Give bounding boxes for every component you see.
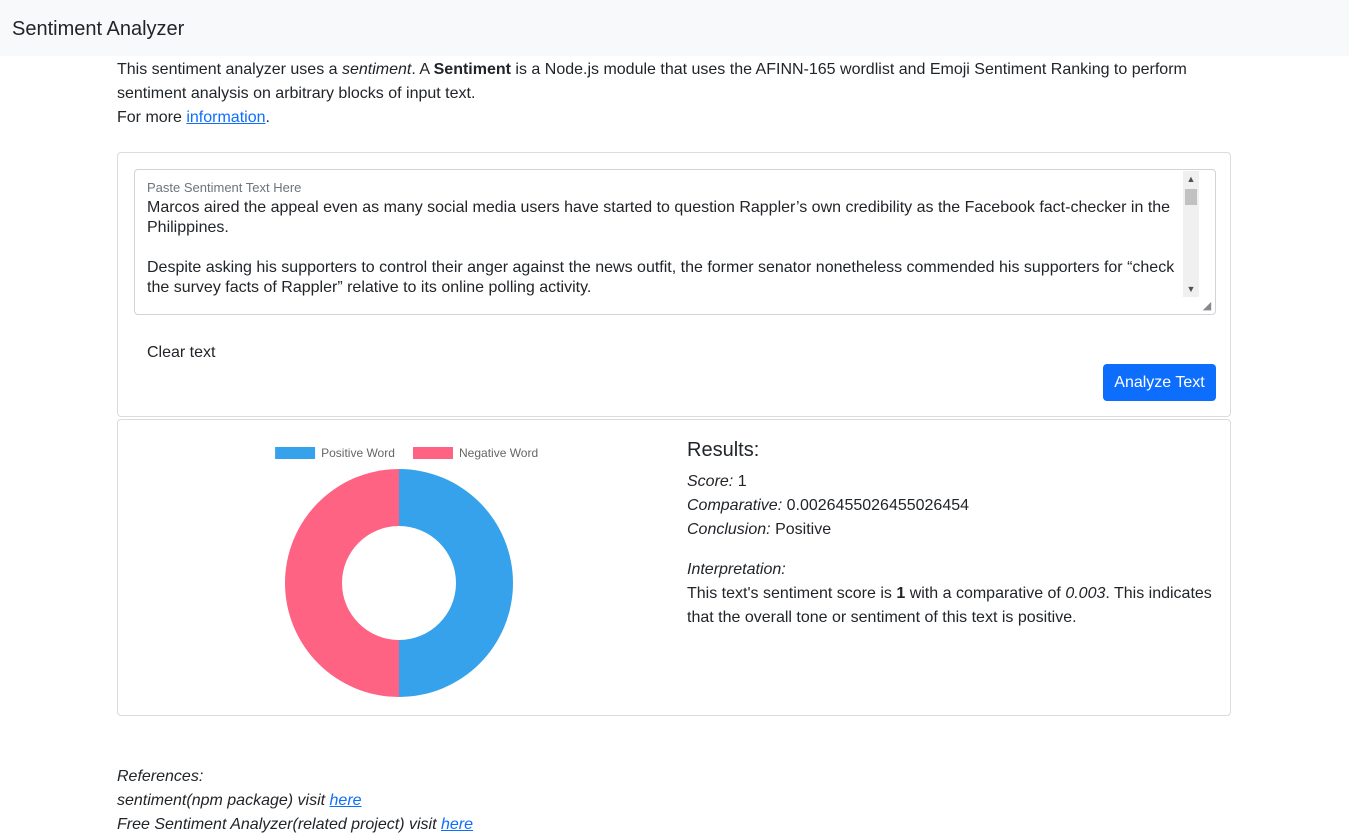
reference-item [117, 789, 817, 813]
clear-text-button[interactable]: Clear text [147, 344, 216, 361]
comparative-value: 0.0026455026455026454 [786, 497, 970, 514]
conclusion-line [687, 518, 1217, 542]
scroll-up-arrow-icon[interactable]: ▲ [1186, 174, 1196, 184]
reference-link-related[interactable]: here [440, 816, 474, 833]
legend-label[interactable]: Positive Word [321, 446, 395, 460]
interp-comparative: 0.003 [1065, 585, 1106, 602]
doughnut-chart-svg [258, 440, 558, 710]
reference-link-npm[interactable]: here [329, 792, 362, 809]
input-card [117, 152, 1231, 417]
analyze-text-button[interactable]: Analyze Text [1103, 364, 1216, 401]
results-card [117, 419, 1231, 716]
intro-bold: Sentiment [433, 61, 511, 78]
score-label: Score: [687, 473, 734, 490]
more-info-line [117, 106, 1232, 130]
intro-emphasis: sentiment [342, 61, 412, 78]
chart-legend [275, 446, 538, 460]
intro-suffix: is a Node.js module that uses the AFINN-165 wordlist and Emoji Sentiment Ranking to perform sentiment analysis on arbitrary blocks of input text. [117, 61, 1187, 102]
scroll-thumb[interactable] [1185, 189, 1197, 205]
more-suffix: . [265, 109, 270, 126]
references-title: References: [117, 768, 204, 785]
intro-mid: . A [411, 61, 434, 78]
intro-text [117, 58, 1232, 130]
interpretation-text [687, 582, 1217, 630]
sentiment-chart [258, 440, 558, 710]
interp-prefix: This text's sentiment score is [687, 585, 897, 602]
reference-text: Free Sentiment Analyzer(related project) visit [117, 816, 441, 833]
conclusion-value: Positive [775, 521, 832, 538]
intro-paragraph [117, 58, 1232, 106]
information-link[interactable]: information [186, 109, 266, 126]
resize-grip-icon[interactable]: ◢ [1202, 300, 1212, 312]
interp-score: 1 [896, 585, 906, 602]
textarea-value[interactable]: Marcos aired the appeal even as many social media users have started to question Rappler’s own credibility as the Facebook fact-checker in the Philippines. Despite asking his supporters to control their anger against the news outfit, the former senator nonetheless commended his supporters for “check the survey facts of Rappler” relative to its online polling activity. [147, 199, 1175, 296]
results-panel [687, 438, 1217, 630]
navbar [0, 0, 1349, 56]
sentiment-textarea[interactable] [134, 169, 1216, 315]
score-line [687, 470, 1217, 494]
interp-mid: with a comparative of [905, 585, 1066, 602]
textarea-scrollbar[interactable] [1183, 171, 1199, 297]
legend-swatch[interactable] [413, 447, 453, 459]
interp-suffix: . This indicates that the overall tone or sentiment of this text is positive. [687, 585, 1212, 626]
results-title: Results: [687, 439, 760, 461]
comparative-label: Comparative: [687, 497, 783, 514]
chart-slices [285, 469, 513, 697]
more-prefix: For more [117, 109, 187, 126]
intro-prefix: This sentiment analyzer uses a [117, 61, 342, 78]
scroll-down-arrow-icon[interactable]: ▼ [1186, 284, 1196, 294]
references [117, 765, 817, 837]
legend-label[interactable]: Negative Word [459, 446, 539, 460]
reference-text: sentiment(npm package) visit [117, 792, 330, 809]
doughnut-slice-positive-word[interactable] [399, 469, 513, 697]
interpretation-label-line [687, 558, 1217, 582]
comparative-line [687, 494, 1217, 518]
legend-swatch[interactable] [275, 447, 315, 459]
doughnut-slice-negative-word[interactable] [285, 469, 399, 697]
navbar-brand[interactable]: Sentiment Analyzer [12, 18, 185, 40]
textarea-label: Paste Sentiment Text Here [147, 180, 302, 195]
reference-item [117, 813, 817, 837]
score-value: 1 [737, 473, 747, 490]
interpretation-label: Interpretation: [687, 561, 786, 578]
conclusion-label: Conclusion: [687, 521, 771, 538]
